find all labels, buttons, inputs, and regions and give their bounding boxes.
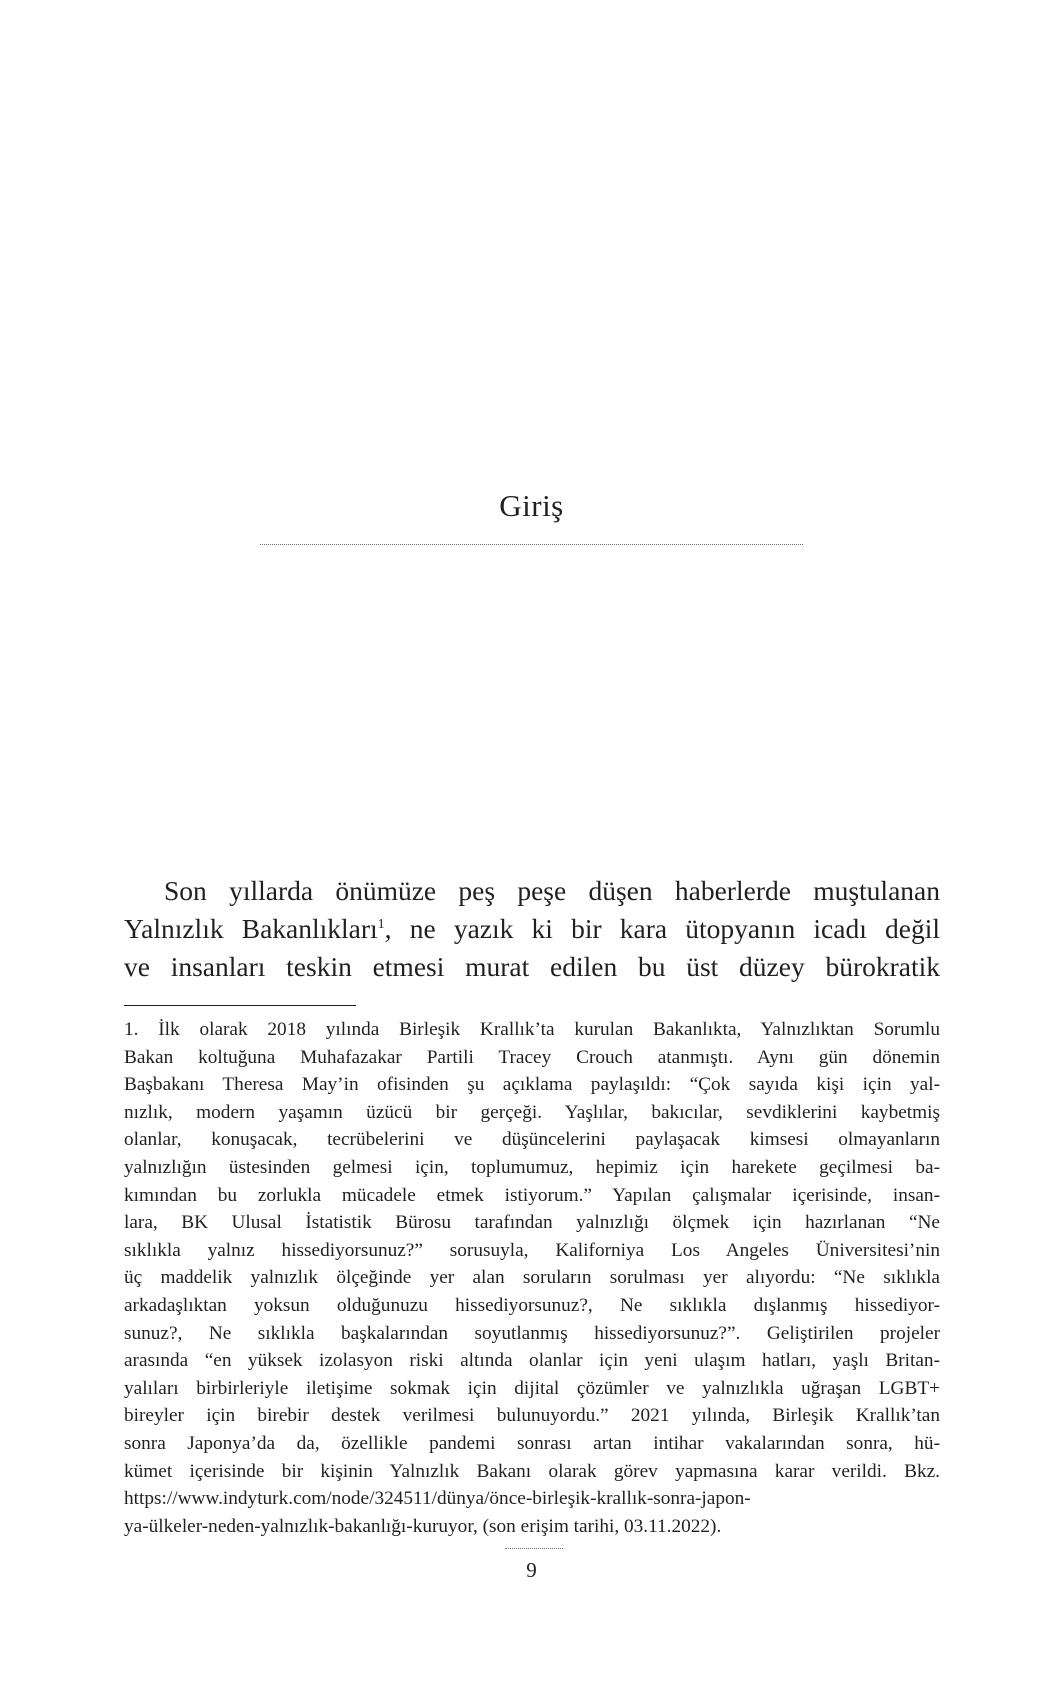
footnote-line: kümet içerisinde bir kişinin Yalnızlık Bakanı olarak görev yapmasına karar verildi. Bkz. bbox=[124, 1460, 940, 1482]
footnote-reference: 1 bbox=[377, 916, 385, 932]
footnote-line: yalnızlığın üstesinden gelmesi için, toplumumuz, hepimiz için harekete geçilmesi ba- bbox=[124, 1156, 940, 1178]
footnote-line: Bakan koltuğuna Muhafazakar Partili Tracey Crouch atanmıştı. Aynı gün dönemin bbox=[124, 1046, 940, 1068]
footnote-separator bbox=[124, 1005, 356, 1006]
footnote-line: Başbakanı Theresa May’in ofisinden şu açıklama paylaşıldı: “Çok sayıda kişi için yal- bbox=[124, 1074, 940, 1096]
title-divider bbox=[260, 544, 803, 545]
footnote-line: lara, BK Ulusal İstatistik Bürosu tarafından yalnızlığı ölçmek için hazırlanan “Ne bbox=[124, 1212, 940, 1234]
footnote-line: bireyler için birebir destek verilmesi bulunuyordu.” 2021 yılında, Birleşik Krallık’tan bbox=[124, 1405, 940, 1427]
footnote-line: arkadaşlıktan yoksun olduğunuzu hissediyorsunuz?, Ne sıklıkla dışlanmış hissediyor- bbox=[124, 1294, 940, 1316]
footnote-line: 1. İlk olarak 2018 yılında Birleşik Krallık’ta kurulan Bakanlıkta, Yalnızlıktan Sorumlu bbox=[124, 1019, 940, 1040]
body-paragraph bbox=[124, 872, 940, 986]
body-line: Son yıllarda önümüze peş peşe düşen haberlerde muştulanan bbox=[164, 875, 940, 906]
footnote-line: sonra Japonya’da da, özellikle pandemi sonrası artan intihar vakalarından sonra, hü- bbox=[124, 1432, 940, 1454]
footnote-line: nızlık, modern yaşamın üzücü bir gerçeği. Yaşlılar, bakıcılar, sevdiklerini kaybetmiş bbox=[124, 1101, 940, 1123]
footnote-line: sunuz?, Ne sıklıkla başkalarından soyutlanmış hissediyorsunuz?”. Geliştirilen projeler bbox=[124, 1322, 940, 1344]
footnote-line: ya-ülkeler-neden-yalnızlık-bakanlığı-kuruyor, (son erişim tarihi, 03.11.2022). bbox=[124, 1515, 722, 1537]
footnote bbox=[124, 1016, 940, 1540]
footnote-line: sıklıkla yalnız hissediyorsunuz?” sorusuyla, Kaliforniya Los Angeles Üniversitesi’nin bbox=[124, 1239, 940, 1261]
footnote-line: olanlar, konuşacak, tecrübelerini ve düşüncelerini paylaşacak kimsesi olmayanların bbox=[124, 1129, 940, 1151]
body-line bbox=[124, 910, 940, 948]
footnote-line: üç maddelik yalnızlık ölçeğinde yer alan soruların sorulması yer alıyordu: “Ne sıklıkla bbox=[124, 1267, 940, 1289]
footnote-line: yalıları birbirleriyle iletişime sokmak için dijital çözümler ve yalnızlıkla uğraşan LGBT+ bbox=[124, 1377, 940, 1399]
footnote-line: arasında “en yüksek izolasyon riski altında olanlar için yeni ulaşım hatları, yaşlı Britan- bbox=[124, 1350, 940, 1372]
body-line-part: Yalnızlık Bakanlıkları bbox=[124, 913, 378, 944]
body-line-part: , ne yazık ki bir kara ütopyanın icadı değil bbox=[384, 913, 940, 944]
body-line: ve insanları teskin etmesi murat edilen bu üst düzey bürokratik bbox=[124, 951, 940, 982]
page-number: 9 bbox=[526, 1558, 537, 1582]
footnote-line: kımından bu zorlukla mücadele etmek istiyorum.” Yapılan çalışmalar içerisinde, insan- bbox=[124, 1184, 940, 1206]
footnote-line: https://www.indyturk.com/node/324511/dünya/önce-birleşik-krallık-sonra-japon- bbox=[124, 1488, 751, 1510]
page-number-divider bbox=[505, 1548, 563, 1549]
chapter-title: Giriş bbox=[499, 488, 564, 523]
